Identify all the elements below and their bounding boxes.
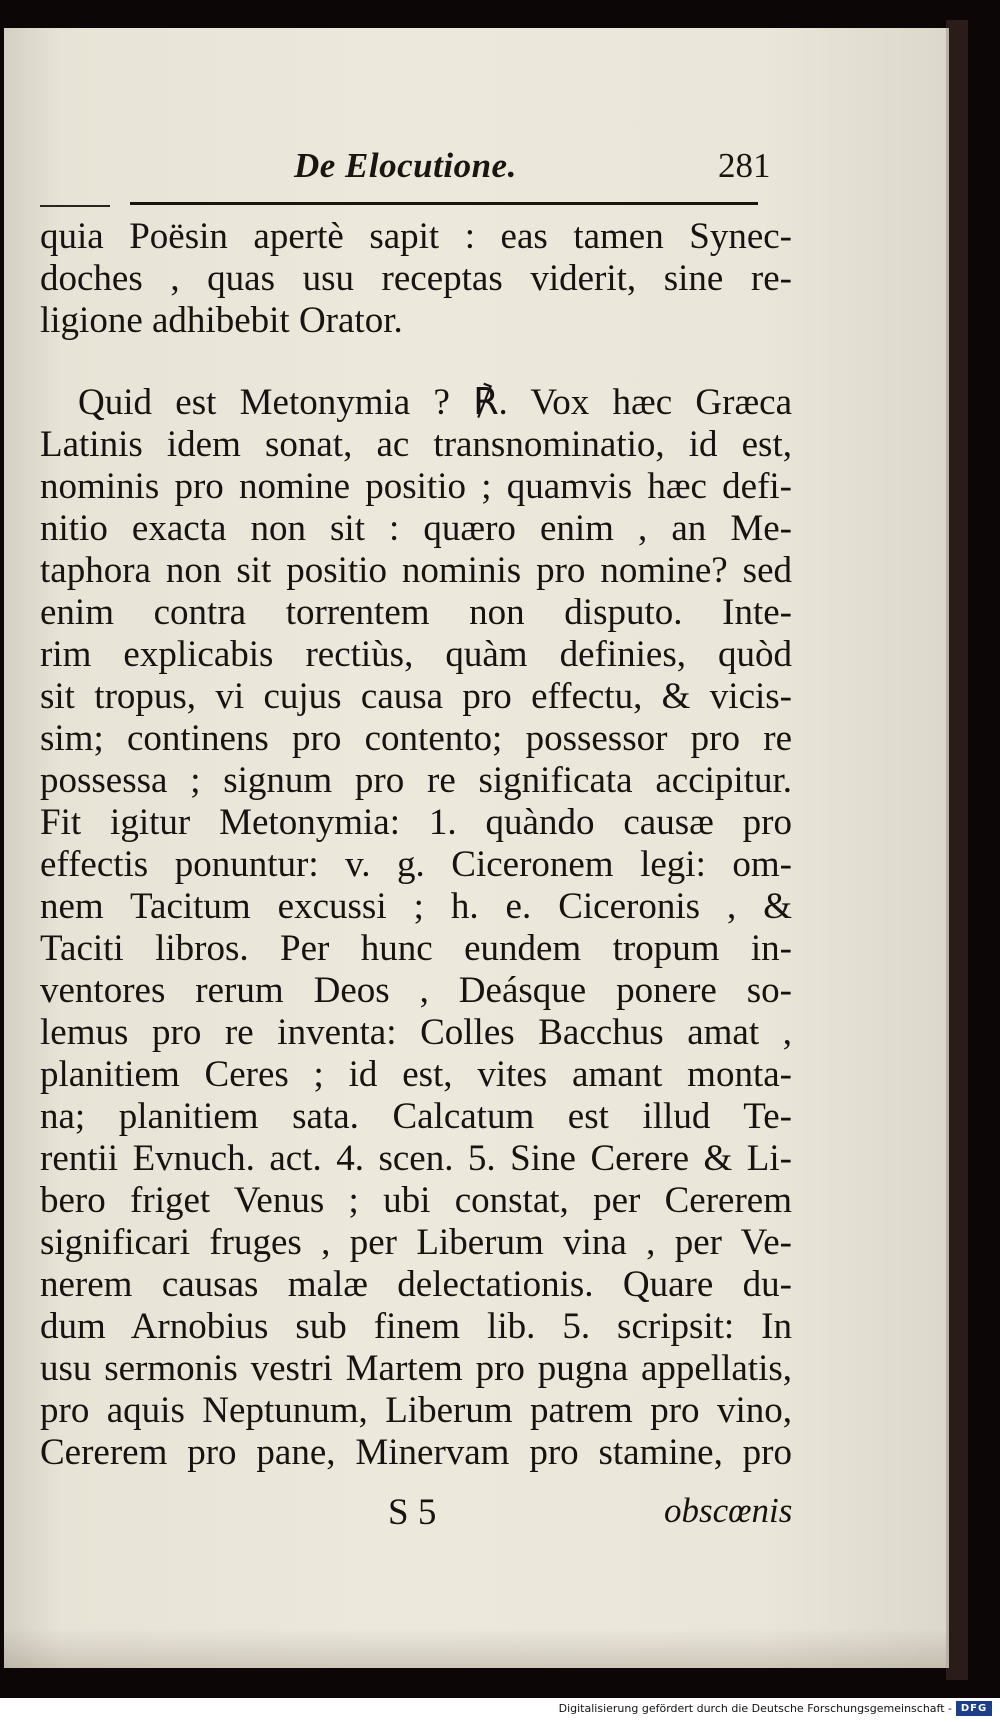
- book-spine-edge: [946, 20, 968, 1680]
- page-header: [4, 146, 946, 194]
- body-line: effectis ponuntur: v. g. Ciceronem legi: om-: [40, 844, 792, 885]
- body-line: sim; continens pro contento; possessor pro re: [40, 718, 792, 759]
- body-line: nem Tacitum excussi ; h. e. Ciceronis , &: [40, 886, 792, 927]
- body-line: Quid est Metonymia ? ℟. Vox hæc Græca: [78, 382, 792, 423]
- body-line: Cererem pro pane, Minervam pro stamine, pro: [40, 1432, 792, 1473]
- book-page: [4, 28, 949, 1668]
- body-line: taphora non sit positio nominis pro nomine? sed: [40, 550, 792, 591]
- body-line: lemus pro re inventa: Colles Bacchus amat ,: [40, 1012, 792, 1053]
- body-line: Fit igitur Metonymia: 1. quàndo causæ pro: [40, 802, 792, 843]
- body-line: ligione adhibebit Orator.: [40, 300, 403, 341]
- body-line: nitio exacta non sit : quæro enim , an Me-: [40, 508, 792, 549]
- running-title: De Elocutione.: [294, 146, 517, 185]
- body-line: sit tropus, vi cujus causa pro effectu, & vicis-: [40, 676, 792, 717]
- body-line: rim explicabis rectiùs, quàm definies, quòd: [40, 634, 792, 675]
- funding-credit: Digitalisierung gefördert durch die Deutsche Forschungsgemeinschaft -: [558, 1702, 952, 1715]
- header-rule: [130, 202, 758, 205]
- signature-mark: S 5: [388, 1492, 437, 1533]
- body-line: Latinis idem sonat, ac transnominatio, id est,: [40, 424, 792, 465]
- body-line: usu sermonis vestri Martem pro pugna appellatis,: [40, 1348, 792, 1389]
- digitization-footer: [0, 1698, 1000, 1722]
- dfg-logo: DFG: [956, 1701, 992, 1716]
- body-line: pro aquis Neptunum, Liberum patrem pro vino,: [40, 1390, 792, 1431]
- body-line: nominis pro nomine positio ; quamvis hæc defi-: [40, 466, 792, 507]
- body-line: bero friget Venus ; ubi constat, per Cererem: [40, 1180, 792, 1221]
- body-line: quia Poësin apertè sapit : eas tamen Synec-: [40, 216, 792, 257]
- body-line: enim contra torrentem non disputo. Inte-: [40, 592, 792, 633]
- body-line: doches , quas usu receptas viderit, sine re-: [40, 258, 792, 299]
- body-line: rentii Evnuch. act. 4. scen. 5. Sine Cerere & Li-: [40, 1138, 792, 1179]
- page-number: 281: [718, 146, 771, 185]
- body-line: possessa ; signum pro re significata accipitur.: [40, 760, 792, 801]
- body-line: nerem causas malæ delectationis. Quare du-: [40, 1264, 792, 1305]
- header-rule-short: [40, 205, 110, 207]
- body-line: Taciti libros. Per hunc eundem tropum in-: [40, 928, 792, 969]
- body-line: dum Arnobius sub finem lib. 5. scripsit: In: [40, 1306, 792, 1347]
- body-line: na; planitiem sata. Calcatum est illud Te-: [40, 1096, 792, 1137]
- catchword: obscœnis: [664, 1491, 793, 1530]
- body-line: planitiem Ceres ; id est, vites amant monta-: [40, 1054, 792, 1095]
- body-line: ventores rerum Deos , Deásque ponere so-: [40, 970, 792, 1011]
- body-line: significari fruges , per Liberum vina , per Ve-: [40, 1222, 792, 1263]
